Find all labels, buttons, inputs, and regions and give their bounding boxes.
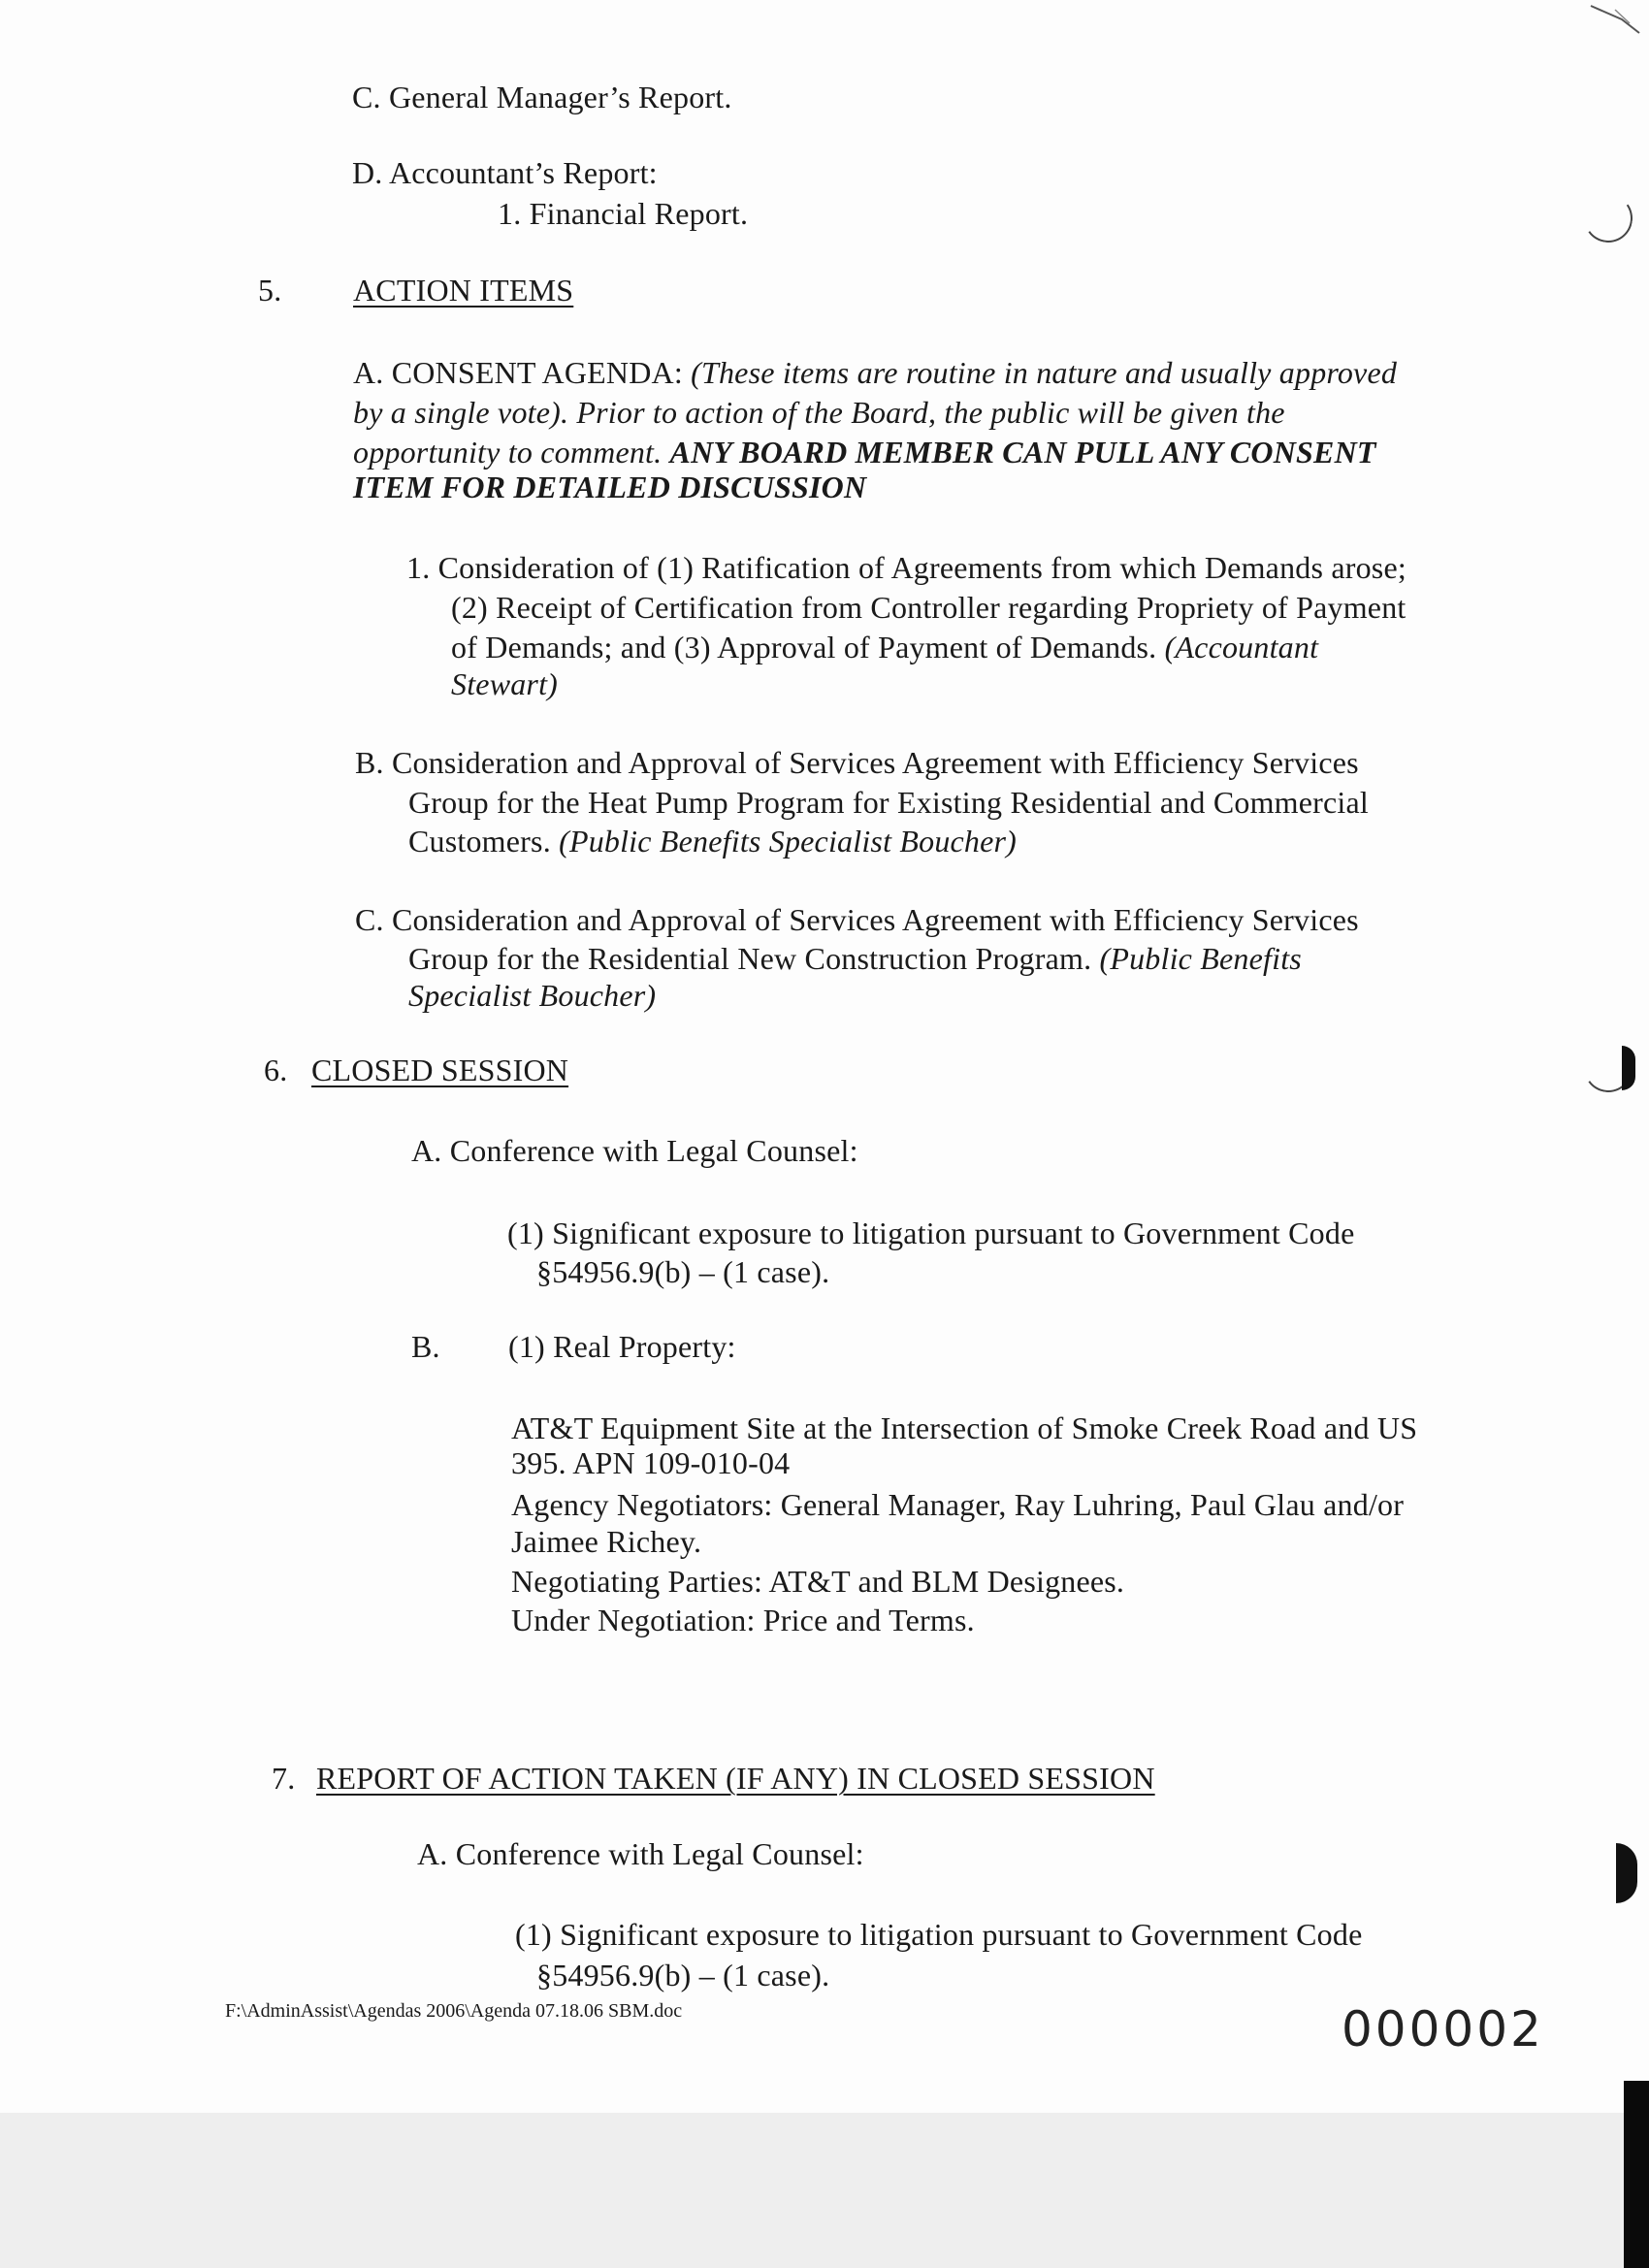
item-c-line-3: Specialist Boucher) — [408, 978, 657, 1013]
binder-hole-mark — [1580, 190, 1636, 246]
page-number: 000002 — [1342, 2001, 1544, 2057]
section-5-title: ACTION ITEMS — [353, 273, 574, 308]
item-c-text: Group for the Residential New Construction Program. — [408, 941, 1100, 976]
item-financial-report: 1. Financial Report. — [498, 196, 749, 231]
scan-margin — [0, 2113, 1649, 2268]
scan-edge — [1624, 2081, 1649, 2268]
report-a: A. Conference with Legal Counsel: — [417, 1836, 864, 1871]
real-property-line-5: Negotiating Parties: AT&T and BLM Designees. — [511, 1564, 1125, 1599]
consent-agenda-note-1: (These items are routine in nature and usually approved — [691, 355, 1398, 390]
item-c-line-2 — [408, 939, 1302, 978]
section-7-number: 7. — [272, 1761, 296, 1796]
section-6-number: 6. — [264, 1053, 288, 1087]
item-b-presenter: (Public Benefits Specialist Boucher) — [559, 824, 1018, 859]
consent-agenda-note-3: opportunity to comment. — [353, 435, 670, 470]
closed-session-a1-line-1: (1) Significant exposure to litigation pursuant to Government Code — [507, 1215, 1355, 1250]
report-a1-line-2: §54956.9(b) – (1 case). — [536, 1958, 830, 1993]
item-b-text: Customers. — [408, 824, 560, 859]
consent-agenda-line-2: by a single vote). Prior to action of the Board, the public will be given the — [353, 395, 1285, 430]
binder-hole-shadow — [1616, 1843, 1637, 1903]
consent-agenda-line-1 — [353, 353, 1397, 392]
report-a1-line-1: (1) Significant exposure to litigation pursuant to Government Code — [515, 1917, 1363, 1952]
real-property-line-6: Under Negotiation: Price and Terms. — [511, 1603, 975, 1637]
binder-hole-shadow — [1622, 1046, 1635, 1090]
real-property-line-1: AT&T Equipment Site at the Intersection of Smoke Creek Road and US — [511, 1410, 1418, 1445]
consent-item-1-line-1: 1. Consideration of (1) Ratification of Agreements from which Demands arose; — [406, 550, 1406, 585]
item-c-presenter-1: (Public Benefits — [1099, 941, 1302, 976]
closed-session-b1: (1) Real Property: — [508, 1329, 736, 1364]
consent-item-1-line-3 — [451, 628, 1318, 666]
item-b-line-3 — [408, 822, 1017, 860]
item-c-line-1: C. Consideration and Approval of Services Agreement with Efficiency Services — [355, 902, 1359, 937]
closed-session-a: A. Conference with Legal Counsel: — [411, 1133, 858, 1168]
consent-agenda-label: A. CONSENT AGENDA: — [353, 355, 692, 390]
item-general-managers-report: C. General Manager’s Report. — [352, 80, 732, 114]
page-corner-mark — [1562, 0, 1649, 39]
section-5-number: 5. — [258, 273, 282, 308]
consent-item-1-presenter: (Accountant — [1164, 630, 1319, 664]
item-b-line-2: Group for the Heat Pump Program for Existing Residential and Commercial — [408, 785, 1369, 820]
consent-item-1-text: of Demands; and (3) Approval of Payment of Demands. — [451, 630, 1165, 664]
consent-agenda-warning-1: ANY BOARD MEMBER CAN PULL ANY CONSENT — [669, 435, 1376, 470]
real-property-line-3: Agency Negotiators: General Manager, Ray Luhring, Paul Glau and/or — [511, 1487, 1405, 1522]
consent-agenda-warning-2: ITEM FOR DETAILED DISCUSSION — [353, 470, 867, 504]
item-b-line-1: B. Consideration and Approval of Services Agreement with Efficiency Services — [355, 745, 1359, 780]
real-property-line-2: 395. APN 109-010-04 — [511, 1445, 791, 1480]
consent-agenda-line-3 — [353, 433, 1376, 471]
item-accountants-report: D. Accountant’s Report: — [352, 155, 658, 190]
real-property-line-4: Jaimee Richey. — [511, 1524, 702, 1559]
consent-item-1-line-2: (2) Receipt of Certification from Controller regarding Propriety of Payment — [451, 590, 1406, 625]
section-7-title: REPORT OF ACTION TAKEN (IF ANY) IN CLOSED SESSION — [316, 1761, 1155, 1796]
closed-session-a1-line-2: §54956.9(b) – (1 case). — [536, 1254, 830, 1289]
footer-file-path: F:\AdminAssist\Agendas 2006\Agenda 07.18.06 SBM.doc — [225, 2000, 683, 2022]
consent-item-1-line-4: Stewart) — [451, 666, 559, 701]
closed-session-b-label: B. — [411, 1329, 440, 1364]
section-6-title: CLOSED SESSION — [311, 1053, 569, 1087]
